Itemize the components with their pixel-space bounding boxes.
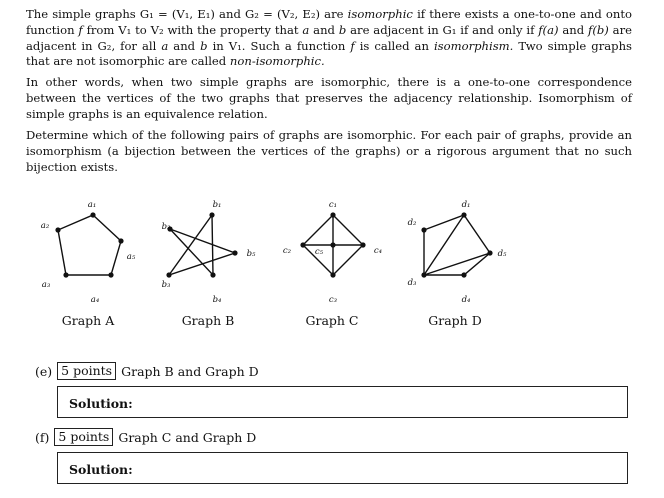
vertex-c3 [330, 272, 335, 277]
definition-segment: non-isomorphic. [229, 54, 325, 69]
definition-segment: b [338, 22, 347, 37]
problem-f-number: (f) [35, 429, 50, 445]
label-b3: b₃ [161, 280, 171, 290]
label-c3: c₃ [328, 295, 338, 305]
definition-segment: a [302, 22, 310, 37]
vertex-a5 [118, 238, 123, 243]
vertex-c4 [360, 242, 365, 247]
label-d1: d₁ [461, 200, 471, 210]
graph-b-edges [169, 215, 235, 275]
label-d2: d₂ [407, 218, 417, 228]
definition-segment: if there exists a one-to-one and onto function [26, 7, 632, 37]
problem-f [35, 428, 256, 446]
problem-e [35, 362, 259, 380]
definition-segment: isomorphic [347, 7, 413, 21]
explanation-paragraph: In other words, when two simple graphs are isomorphic, there is a one-to-one correspondence between the vertices of the two graphs that preserves the adjacency relationship. Isomorphism of simple graphs is an equivalence relation. [26, 75, 632, 121]
vertex-c5 [330, 242, 335, 247]
vertex-d2 [421, 227, 426, 232]
label-d3: d₃ [407, 278, 417, 288]
vertex-b1 [209, 212, 214, 217]
graph-a-edges [58, 215, 121, 275]
vertex-a3 [63, 272, 68, 277]
vertex-b3 [166, 272, 171, 277]
label-b2: b₂ [161, 222, 171, 232]
solution-e-label: Solution: [69, 396, 133, 411]
solution-f-label: Solution: [69, 462, 133, 477]
graph-d-edges [424, 215, 490, 275]
problem-e-text: Graph B and Graph D [121, 363, 259, 379]
definition-segment: f [350, 38, 355, 53]
label-c5: c₅ [314, 247, 324, 257]
definition-segment: from V₁ to V₂ with the property that [82, 22, 303, 37]
label-a3: a₃ [41, 280, 51, 290]
label-a4: a₄ [90, 295, 100, 305]
problem-f-text: Graph C and Graph D [118, 429, 257, 445]
label-d4: d₄ [461, 295, 471, 305]
label-c1: c₁ [328, 200, 338, 210]
label-d5: d₅ [497, 249, 507, 259]
graphs-figure [0, 190, 664, 340]
vertex-d1 [461, 212, 466, 217]
label-a2: a₂ [40, 221, 50, 231]
vertex-a2 [55, 227, 60, 232]
definition-segment: isomorphism. [433, 38, 514, 53]
label-c2: c₂ [282, 246, 292, 256]
graph-c-title: Graph C [305, 313, 359, 328]
vertex-d5 [487, 250, 492, 255]
definition-segment: a [161, 38, 169, 53]
definition-segment: and [168, 38, 201, 53]
vertex-c1 [330, 212, 335, 217]
definition-segment: f(a) [538, 22, 559, 37]
definition-segment: f [78, 22, 83, 37]
definition-segment: and [558, 22, 589, 37]
label-a1: a₁ [87, 200, 97, 210]
label-a5: a₅ [126, 252, 136, 262]
problem-f-points: 5 points [54, 428, 113, 446]
solution-box-f[interactable] [57, 452, 628, 484]
definition-segment: are adjacent in G₂, for all [26, 22, 632, 53]
definition-paragraph [26, 7, 632, 70]
graph-a-title: Graph A [61, 313, 115, 328]
definition-segment: The simple graphs G [26, 7, 150, 21]
definition-segment: ₁ [149, 7, 154, 21]
definition-segment: = (V₁, E₁) and G₂ = (V₂, E₂) are [153, 7, 348, 21]
vertex-b4 [210, 272, 215, 277]
definition-segment: and [309, 22, 339, 37]
problem-e-points: 5 points [57, 362, 116, 380]
problem-e-number: (e) [35, 363, 53, 379]
definition-segment: are adjacent in G₁ if and only if [346, 22, 539, 37]
vertex-a1 [90, 212, 95, 217]
definition-segment: b [200, 38, 208, 53]
vertex-b5 [232, 250, 237, 255]
vertex-c2 [300, 242, 305, 247]
instructions-paragraph: Determine which of the following pairs of graphs are isomorphic. For each pair of graphs, provide an isomorphism (a bijection between the vertices of the graphs) or a rigorous argument that no such bijection exists. [26, 128, 632, 174]
graph-b-title: Graph B [181, 313, 235, 328]
label-b1: b₁ [212, 200, 222, 210]
graph-d-title: Graph D [428, 313, 482, 328]
vertex-d4 [461, 272, 466, 277]
definition-segment: in V₁. Such a function [207, 38, 351, 53]
label-b5: b₅ [246, 249, 256, 259]
label-b4: b₄ [212, 295, 222, 305]
vertex-a4 [108, 272, 113, 277]
definition-segment: Two simple graphs that are not isomorphic are called [26, 38, 632, 69]
definition-segment: is called an [354, 38, 434, 53]
label-c4: c₄ [373, 246, 383, 256]
vertex-d3 [421, 272, 426, 277]
solution-box-e[interactable] [57, 386, 628, 418]
definition-segment: f(b) [588, 22, 609, 37]
